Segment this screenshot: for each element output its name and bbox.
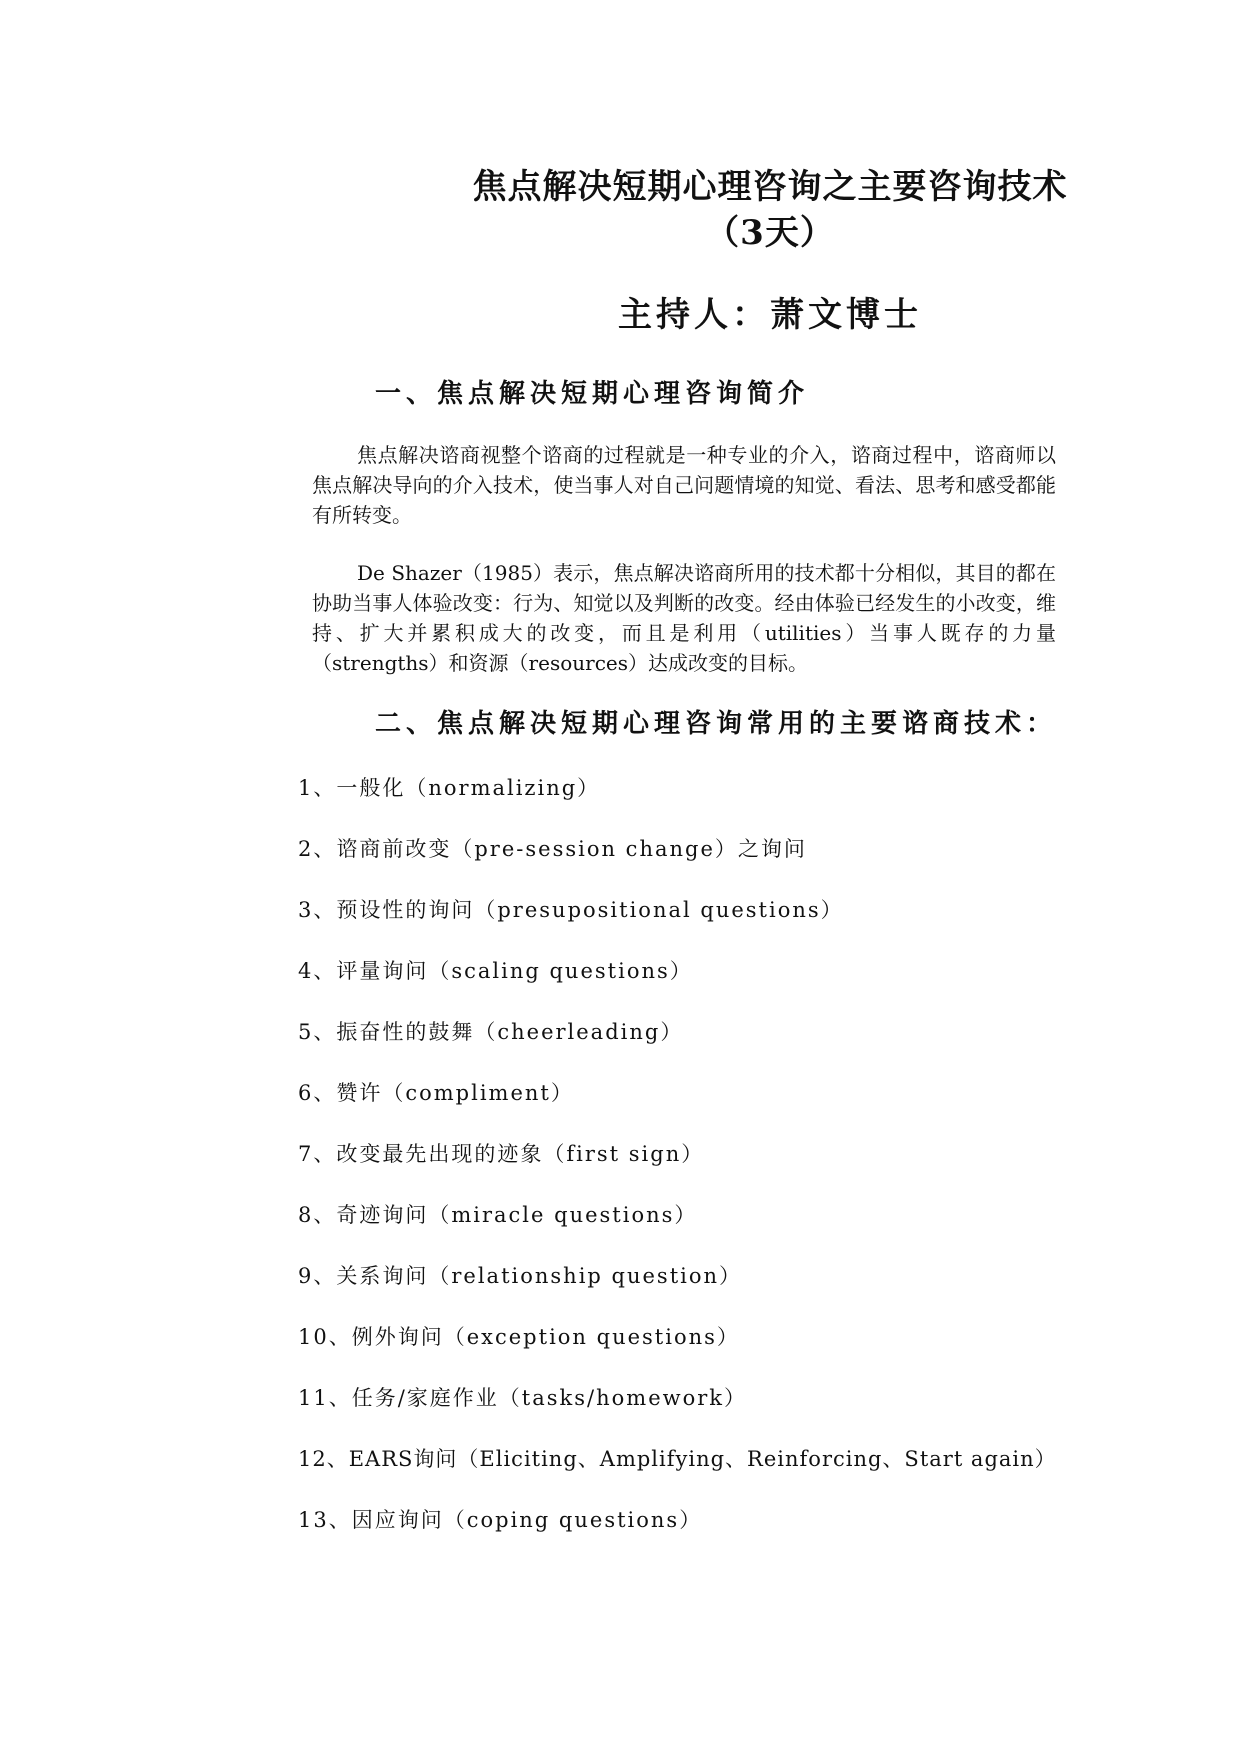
techniques-list [298, 770, 1057, 1563]
list-item: 9、关系询问（relationship question） [298, 1264, 743, 1288]
list-item: 10、例外询问（exception questions） [298, 1325, 740, 1349]
list-item: 1、一般化（normalizing） [298, 776, 601, 800]
intro-paragraph-2: De Shazer（1985）表示，焦点解决谘商所用的技术都十分相似，其目的都在协助当事人体验改变：行为、知觉以及判断的改变。经由体验已经发生的小改变，维持、扩大并累积成大的改变，而且是利用（utilities）当事人既存的力量（strengths）和资源（resources）达成改变的目标。 [312, 561, 1056, 675]
list-item: 11、任务/家庭作业（tasks/homework） [298, 1386, 747, 1410]
list-item: 4、评量询问（scaling questions） [298, 959, 693, 983]
intro-paragraph-1: 焦点解决谘商视整个谘商的过程就是一种专业的介入，谘商过程中，谘商师以焦点解决导向的介入技术，使当事人对自己问题情境的知觉、看法、思考和感受都能有所转变。 [312, 443, 1056, 527]
list-item: 13、因应询问（coping questions） [298, 1508, 703, 1532]
host-line: 主持人：萧文博士 [618, 295, 922, 335]
section-heading-techniques: 二、焦点解决短期心理咨询常用的主要谘商技术： [375, 709, 1058, 739]
list-item: 7、改变最先出现的迹象（first sign） [298, 1142, 705, 1166]
list-item: 6、赞许（compliment） [298, 1081, 574, 1105]
list-item: 8、奇迹询问（miracle questions） [298, 1203, 698, 1227]
section-heading-introduction: 一、焦点解决短期心理咨询简介 [375, 379, 810, 409]
list-item: 3、预设性的询问（presupositional questions） [298, 898, 844, 922]
document-title: 焦点解决短期心理咨询之主要咨询技术（3天） [472, 167, 1068, 253]
list-item: 12、EARS询问（Eliciting、Amplifying、Reinforcing、Start again） [298, 1447, 1057, 1471]
list-item: 5、振奋性的鼓舞（cheerleading） [298, 1020, 684, 1044]
list-item: 2、谘商前改变（pre-session change）之询问 [298, 837, 807, 861]
